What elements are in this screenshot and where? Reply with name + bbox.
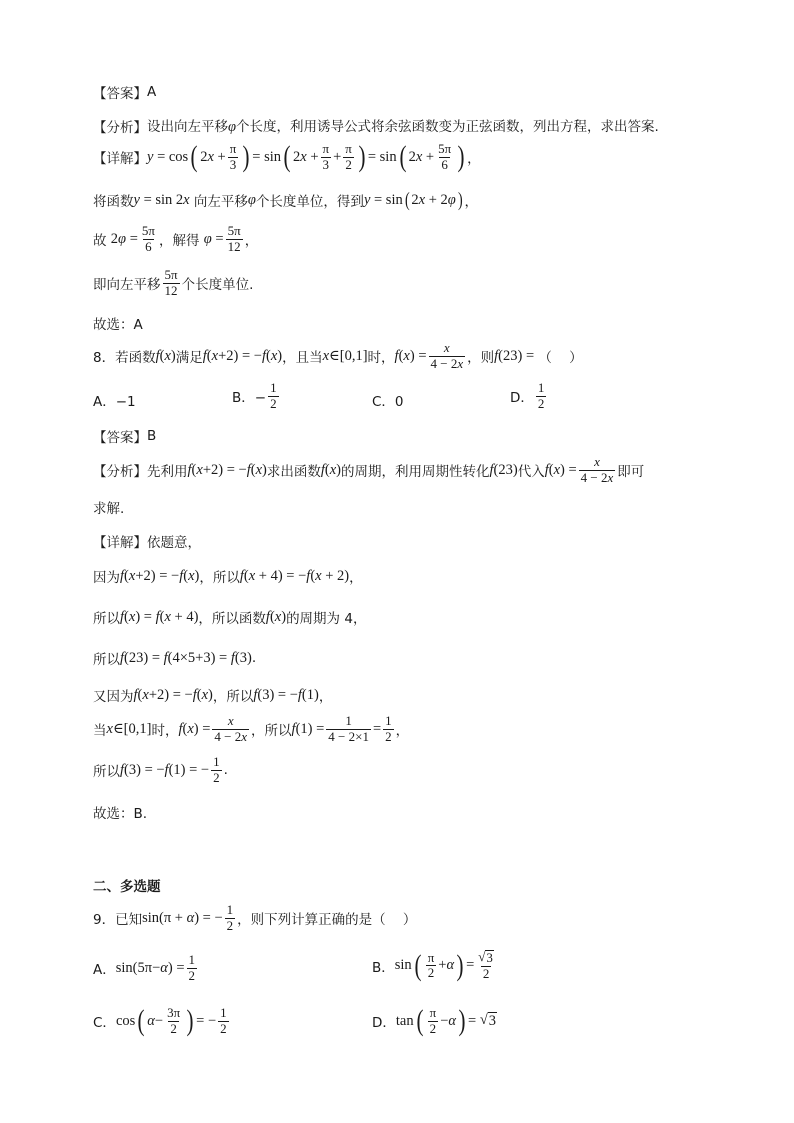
q8-analysis-line: 【分析】 先利用 f ( x +2) = − f ( x ) 求出函数 f ( x ) 的周期，利用周期性转化 f (23) 代入 f ( x ) = $\frac{x}{4 - 2x}$ 即可 <box>93 454 645 485</box>
q8-detail-line: 【详解】 依题意， <box>93 531 201 551</box>
q9-option-c: C． cos ( α − $\frac{3\pi}{2}$ ) = − $\frac{1}{2}$ <box>93 1004 227 1038</box>
q9-stem-line: 9．已知 sin(π + α ) = − $\frac{1}{2}$ ，则下列计算正确的是（ ） <box>93 902 417 933</box>
detail-tag: 【详解】 <box>93 535 147 551</box>
q7-conclusion-line: 即向左平移 $\frac{5\pi}{12}$ 个长度单位. <box>93 267 254 298</box>
q7-analysis-line <box>93 115 659 136</box>
choice-text: 故选：A <box>93 317 143 333</box>
analysis-tag: 【分析】 <box>93 464 147 481</box>
q7-detail-line: 【详解】 y = cos ( 2 x + $\frac{\pi}{3}$ ) = sin ( 2 x + $\frac{\pi}{3}$ + $\frac{\pi}{2}$ ) = sin ( 2 x + $\frac{5\pi}{6}$ ) ， <box>93 140 481 174</box>
q8-step-4: 又因为 f ( x +2) = − f ( x ) ，所以 f (3) = − f (1) ， <box>93 686 333 705</box>
answer-tag: 【答案】 <box>93 86 147 102</box>
q8-step-6: 所以 f (3) = − f (1) = − $\frac{1}{2}$ . <box>93 754 228 785</box>
q9-option-a: A． sin(5π− α ) = $\frac{1}{2}$ <box>93 952 196 983</box>
q8-option-d: D． $\frac{1}{2}$ <box>510 380 545 411</box>
q7-shift-line: 将函数 y = sin 2 x 向左平移 φ 个长度单位，得到 y = sin ( 2 x + 2 φ ) ， <box>93 189 478 211</box>
q7-solve-line: 故 2 φ = $\frac{5\pi}{6}$ ，解得 φ = $\frac{5\pi}{12}$ ， <box>93 223 259 254</box>
q8-step-7: 故选：B. <box>93 806 148 822</box>
q8-step-1: 因为 f ( x +2) = − f ( x ) ，所以 f ( x + 4) = − f ( x + 2) ， <box>93 567 363 586</box>
answer-tag: 【答案】 <box>93 430 147 446</box>
analysis-text: 设出向左平移φ个长度，利用诱导公式将余弦函数变为正弦函数，列出方程，求出答案. <box>147 119 659 135</box>
q7-answer-line <box>93 82 156 102</box>
q8-analysis-cont: 求解. <box>93 501 125 517</box>
answer-value: B <box>147 428 157 444</box>
q8-step-3: 所以 f (23) = f (4×5+3) = f (3) . <box>93 649 257 668</box>
q8-step-2: 所以 f ( x ) = f ( x + 4) ，所以函数 f ( x ) 的周期为 4， <box>93 608 367 627</box>
analysis-tag: 【分析】 <box>93 119 147 136</box>
q8-step-5: 当 x ∈[0,1] 时， f ( x ) = $\frac{x}{4 - 2x}$ ，所以 f (1) = $\frac{1}{4 - 2\times 1}$ = $\frac{1}{2}$ ， <box>93 713 410 744</box>
q9-option-d: D． tan ( $\frac{\pi}{2}$ − α ) = √ 3 <box>372 1004 497 1038</box>
q8-option-b: B．− $\frac{1}{2}$ <box>232 380 277 411</box>
q8-stem-line: 8．若函数 f ( x ) 满足 f ( x +2) = − f ( x ) ，且当 x ∈[0,1] 时， f ( x ) = $\frac{x}{4 - 2x}$ ，则 f (23) = （ ） <box>93 340 583 371</box>
q9-option-b: B． sin ( $\frac{\pi}{2}$ + α ) = √ 3 2 <box>372 948 493 982</box>
detail-tag: 【详解】 <box>93 151 147 168</box>
q8-answer-line <box>93 426 156 446</box>
q7-choice-line <box>93 313 143 333</box>
q8-option-a: A．−1 <box>93 394 136 410</box>
answer-value: A <box>147 84 157 100</box>
q8-option-c: C．0 <box>372 394 404 410</box>
section-title: 二、多选题 <box>93 879 161 895</box>
